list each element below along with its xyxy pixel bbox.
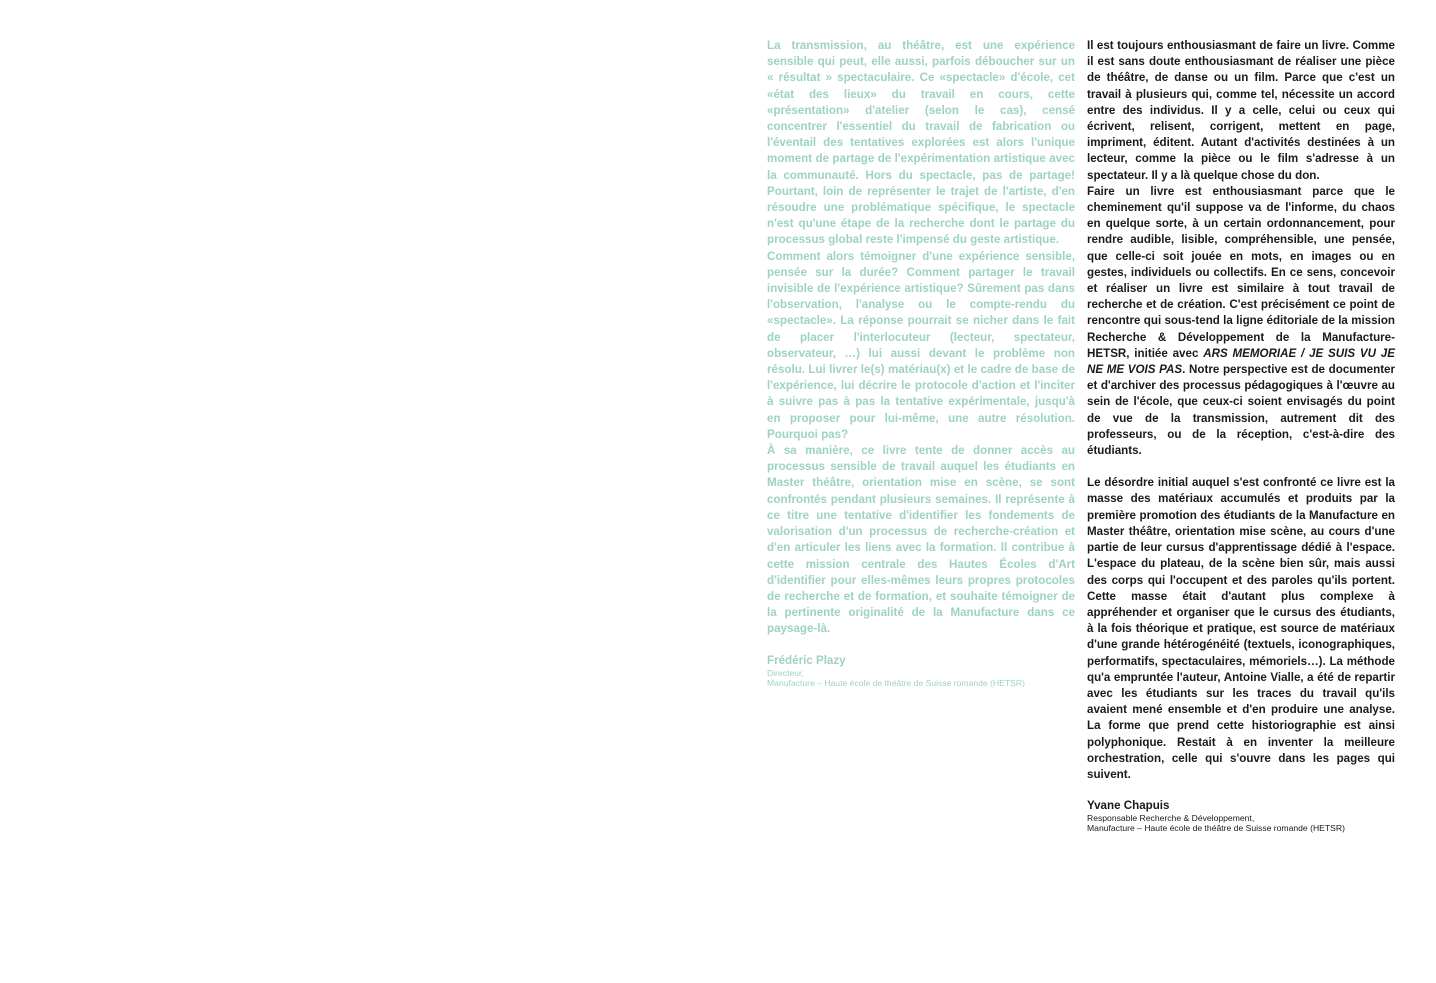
right-paragraph-2-text-before: Faire un livre est enthousiasmant parce que le cheminement qu'il suppose va de l'informe, du chaos en quelque sorte, à un certain ordonnancement, pour rendre audible, lisible, compréhensible, une pensée, que celle-ci soit jouée en mots, en images ou en gestes, individuels ou collectifs. En ce sens, concevoir et réaliser un livre est similaire à tout travail de recherche et de création. C'est précisément ce point de rencontre qui sous-tend la ligne éditoriale de la mission Recherche & Développement de la Manufacture-HETSR, initiée avec [1087,184,1395,360]
left-paragraph-2: Comment alors témoigner d'une expérience sensible, pensée sur la durée? Comment partager le travail invisible de l'expérience artistique? Sûrement pas dans l'observation, l'analyse ou le compte-rendu du «spectacle». La réponse pourrait se nicher dans le fait de placer l'interlocuteur (lecteur, spectateur, observateur, …) lui aussi devant le problème non résolu. Lui livrer le(s) matériau(x) et le cadre de base de l'expérience, lui décrire le protocole d'action et l'inciter à suivre pas à pas la tentative expérimentale, jusqu'à en proposer pour lui-même, une autre résolution. Pourquoi pas? [767,249,1075,441]
right-paragraph-1: Il est toujours enthousiasmant de faire un livre. Comme il est sans doute enthousiasmant de réaliser une pièce de théâtre, de danse ou un film. Parce que c'est un travail à plusieurs qui, comme tel, nécessite un accord entre des individus. Il y a celle, celui ou ceux qui écrivent, relisent, corrigent, mettent en page, impriment, éditent. Autant d'activités destinées à un lecteur, comme la pièce ou le film s'adresse à un spectateur. Il y a là quelque chose du don. [1087,39,1395,182]
book-title: ARS MEMORIAE / JE SUIS VU JE NE ME VOIS PAS [1087,346,1395,377]
right-paragraph-3: Le désordre initial auquel s'est confronté ce livre est la masse des matériaux accumulés et produits par la première promotion des étudiants de la Manufacture en Master théâtre, orientation mise scène, au cours d'une partie de leur cursus d'apprentissage dédié à l'espace. L'espace du plateau, de la scène bien sûr, mais aussi des corps qui l'occupent et des paroles qu'ils portent. Cette masse était d'autant plus complexe à appréhender et organiser que le cursus des étudiants, à la fois théorique et pratique, est source de matériaux d'une grande hétérogénéité (textuels, iconographiques, performatifs, spectaculaires, mémoriels…). La méthode qu'a empruntée l'auteur, Antoine Vialle, a été de repartir avec les étudiants sur les traces du travail qu'ils avaient mené ensemble et d'en produire une analyse. La forme que prend cette historiographie est ainsi polyphonique. Restait à en inventer la meilleure orchestration, celle qui s'ouvre dans les pages qui suivent. [1087,476,1395,781]
right-paragraph-2 [1087,184,1395,459]
left-signature [767,654,1075,688]
right-signature-role: Responsable Recherche & Développement, [1087,813,1255,824]
left-signature-name: Frédéric Plazy [767,653,846,667]
right-signature [1087,799,1395,833]
left-paragraph-1: La transmission, au théâtre, est une expérience sensible qui peut, elle aussi, parfois déboucher sur un « résultat » spectaculaire. Ce «spectacle» d'école, cet «état des lieux» du travail en cours, cette «présentation» d'atelier (selon le cas), censé concentrer l'essentiel du travail de fabrication ou l'éventail des tentatives explorées est alors l'unique moment de partage de l'expérimentation artistique avec la communauté. Hors du spectacle, pas de partage! Pourtant, loin de représenter le trajet de l'artiste, d'en résoudre une problématique spécifique, le spectacle n'est qu'une étape de la recherche dont le partage du processus global reste l'impensé du geste artistique. [767,39,1075,247]
right-text-column [1087,38,1395,833]
right-signature-institution: Manufacture – Haute école de théâtre de Suisse romande (HETSR) [1087,823,1345,834]
left-text-column [767,38,1075,688]
left-signature-role: Directeur, [767,667,804,678]
right-signature-name: Yvane Chapuis [1087,799,1170,813]
left-signature-institution: Manufacture – Haute école de théâtre de Suisse romande (HETSR) [767,677,1025,688]
left-paragraph-3: À sa manière, ce livre tente de donner accès au processus sensible de travail auquel les étudiants en Master théâtre, orientation mise en scène, se sont confrontés pendant plusieurs semaines. Il représente à ce titre une tentative d'identifier les fondements de valorisation d'un processus de recherche-création et d'en articuler les liens avec la formation. Il contribue à cette mission centrale des Hautes Écoles d'Art d'identifier pour elles-mêmes leurs propres protocoles de recherche et de formation, et souhaite témoigner de la pertinente originalité de la Manufacture dans ce paysage-là. [767,444,1075,636]
right-paragraph-2-text-after: . Notre perspective est de documenter et d'archiver des processus pédagogiques à l'œuvre au sein de l'école, que ceux-ci soient envisagés du point de vue de la transmission, autrement dit des professeurs, ou de la réception, c'est-à-dire des étudiants. [1087,363,1396,458]
